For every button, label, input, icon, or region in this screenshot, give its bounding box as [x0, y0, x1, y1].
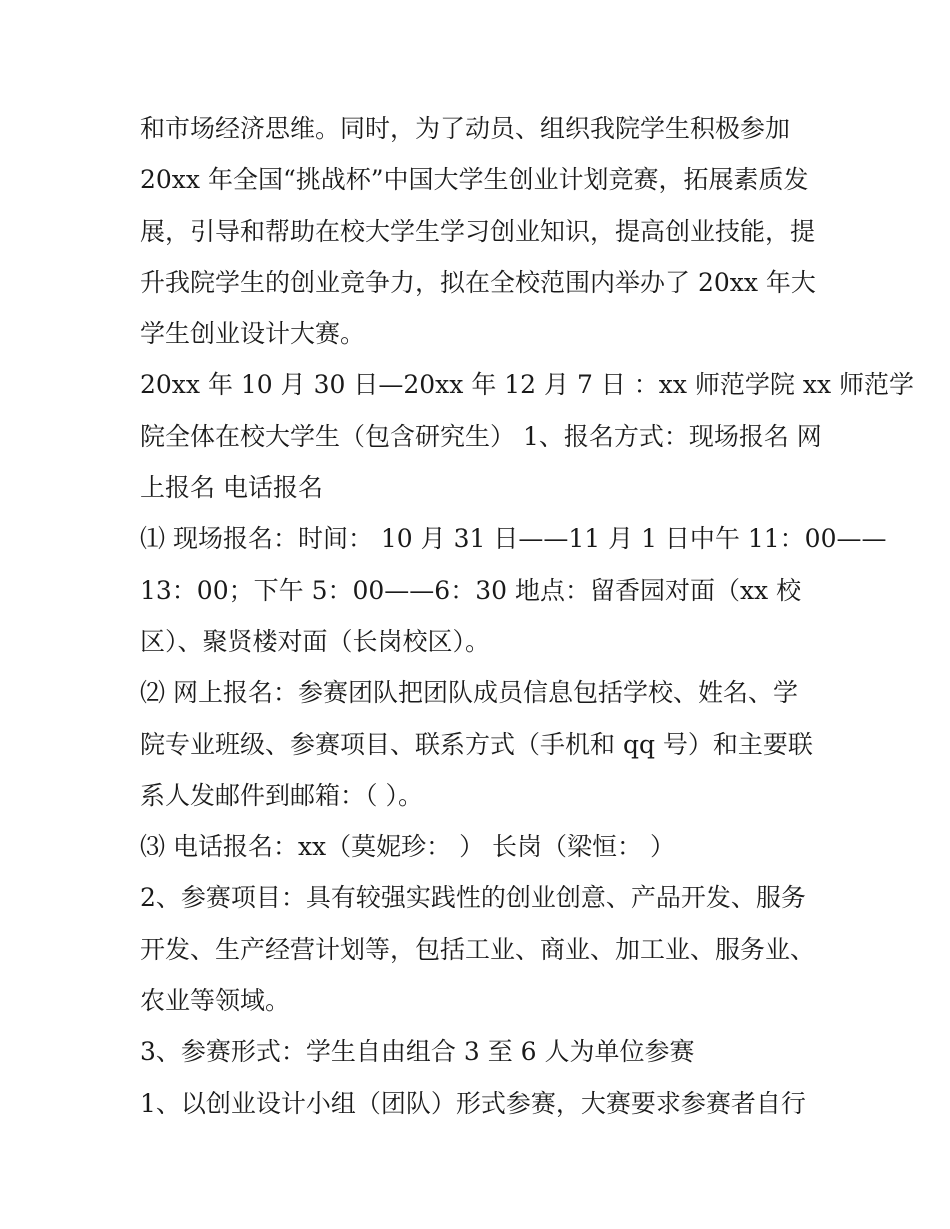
- text-line: 上报名 电话报名: [140, 473, 323, 503]
- text-line: 院专业班级、参赛项目、联系方式（手机和 qq 号）和主要联: [140, 729, 813, 759]
- text-line: 20xx 年全国“挑战杯”中国大学生创业计划竞赛，拓展素质发: [140, 165, 809, 195]
- text-line: 2、参赛项目：具有较强实践性的创业创意、产品开发、服务: [140, 883, 806, 913]
- text-line: 区）、聚贤楼对面（长岗校区）。: [140, 626, 491, 656]
- text-line: 和市场经济思维。同时，为了动员、组织我院学生积极参加: [140, 114, 791, 143]
- text-line: 3、参赛形式：学生自由组合 3 至 6 人为单位参赛: [140, 1037, 695, 1067]
- text-line: 展，引导和帮助在校大学生学习创业知识，提高创业技能，提: [140, 216, 816, 246]
- text-line: 1、以创业设计小组（团队）形式参赛，大赛要求参赛者自行: [140, 1088, 806, 1118]
- text-line: 20xx 年 10 月 30 日—20xx 年 12 月 7 日 ：xx 师范学院 xx 师范学: [140, 370, 915, 400]
- text-line: ⑶ 电话报名：xx（莫妮珍： ） 长岗（梁恒： ）: [140, 832, 675, 862]
- text-line: 院全体在校大学生（包含研究生） 1、报名方式：现场报名 网: [140, 421, 822, 451]
- text-line: 农业等领域。: [140, 986, 291, 1016]
- text-line: 升我院学生的创业竞争力，拟在全校范围内举办了 20xx 年大: [140, 267, 816, 297]
- text-line: 学生创业设计大赛。: [140, 319, 366, 349]
- document-body: [140, 103, 915, 1129]
- text-line: 开发、生产经营计划等，包括工业、商业、加工业、服务业、: [140, 934, 816, 964]
- text-line: 13：00；下午 5：00——6：30 地点：留香园对面（xx 校: [140, 575, 802, 605]
- text-line: ⑴ 现场报名：时间： 10 月 31 日——11 月 1 日中午 11：00——: [140, 524, 887, 554]
- text-line: ⑵ 网上报名：参赛团队把团队成员信息包括学校、姓名、学: [140, 678, 798, 708]
- text-line: 系人发邮件到邮箱：（ ）。: [140, 780, 423, 810]
